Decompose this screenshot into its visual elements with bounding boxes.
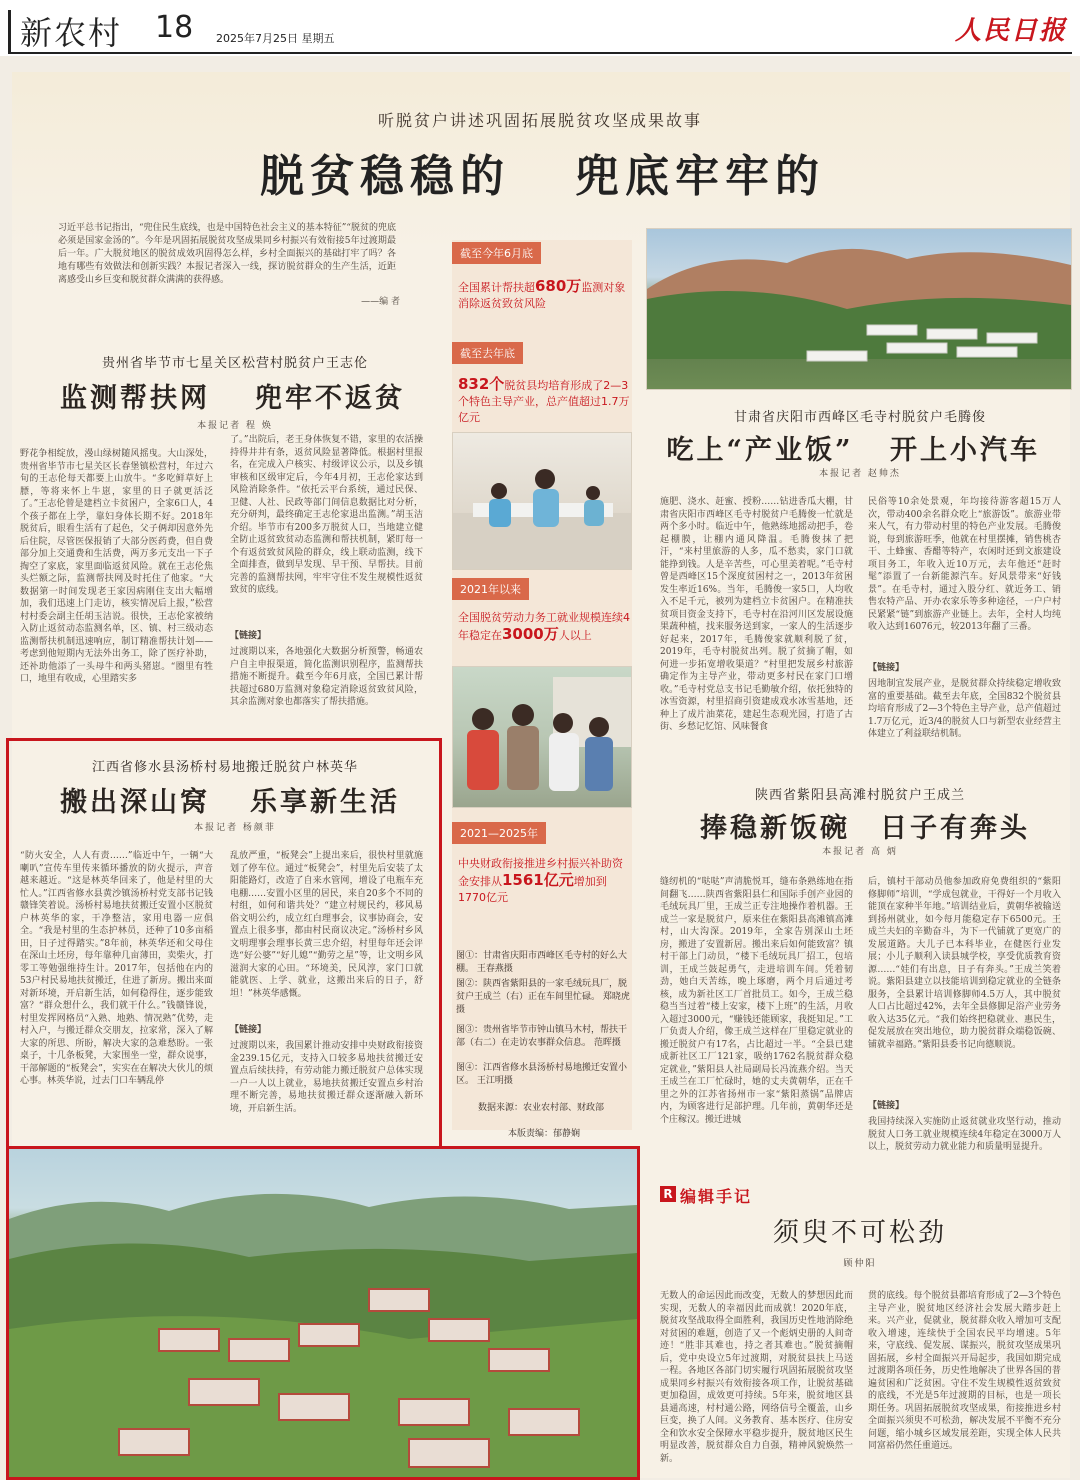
article2-subhead: 甘肃省庆阳市西峰区毛寺村脱贫户毛腾俊 bbox=[733, 410, 986, 425]
article4-link-text: 过渡期以来，我国累计推动安排中央财政衔接资金239.15亿元，支持入口较多易地扶贫搬迁安置点后续扶持，有劳动能力搬迁脱贫户总体实现一户一人以上就业，易地扶贫搬迁安置点乡村治理不断完善，易地扶贫搬迁群众逐渐融入新环境，开启新生活。 bbox=[230, 1041, 423, 1114]
issue-date: 2025年7月25日 星期五 bbox=[216, 32, 335, 45]
newspaper-logo: 人民日报 bbox=[955, 16, 1068, 46]
page-number: 18 bbox=[155, 10, 194, 45]
article4-column-2: 乱放严重，“板凳会”上提出来后，很快村里就施划了停车位。通过“板凳会”，村里先后安装了太阳能路灯，改造了自来水管网，增设了电瓶车充电棚……安置小区里的居民，来自20多个不同的村组，如何和谐共处？“建立村规民约，移风易俗文明公约，成立红白理事会，议事协商会，安置点上很多事，都由村民商议决定。”汤桥村乡风文明理事会理事长黄三忠介绍，村里每年还会评选“好公婆”“好儿媳”“勤劳之星”等，让文明乡风滋润大家的心田。“环境美，民风淳，家门口就能就医、上学、就业，这搬出来后的日子，舒坦！”林英华感慨。 bbox=[230, 851, 423, 999]
photo-village-visit bbox=[452, 666, 632, 808]
article4-column-1: “防火安全，人人有责……”临近中午，一辆“大喇叭”宣传车里传来循环播放的防火提示，声音越来越近。“这是林英华回来了，他是村里的大忙人。”江西省修水县黄沙镇汤桥村党支部书记钱赣锋笑着说。汤桥村易地扶贫搬迁安置小区脱贫户林英华的家，干净整洁，家用电器一应俱全。“我是村里的生态护林员，还种了10多亩稻田，日子过得踏实。”8年前，林英华还和父母住在深山土坯房，每年靠种几亩薄田，卖柴火，打零工等勉强维持生计。2017年，包括他在内的53户村民易地扶贫搬迁，住进了新房。搬出来面对新环境，开启新生活，如何稳得住，逐步能致富？“群众想什么，我们就干什么。”钱赣锋说，村里发挥网格员“入熟、地熟、情况熟”优势，走村入户，与搬迁群众交朋友，拉家常，深入了解大家的所思、所盼，解决大家的急难愁盼。一张桌子，十几条板凳，大家围坐一堂，群众说事，干部解题的“板凳会”，实实在在解决大伙儿的烦心事。林英华说，过去门口车辆乱停 bbox=[20, 851, 213, 1086]
hero-kicker: 听脱贫户讲述巩固拓展脱贫攻坚成果故事 bbox=[377, 111, 702, 130]
article3-headline-b: 日子有奔头 bbox=[880, 813, 1030, 844]
article3-link-label: 【链接】 bbox=[868, 1101, 905, 1111]
timeline-text-1: 全国累计帮扶超680万监测对象消除返贫致贫风险 bbox=[458, 277, 626, 310]
photo-caption-4: 图④：江西省修水县汤桥村易地搬迁安置小区。 王江明摄 bbox=[456, 1063, 628, 1086]
article3-byline: 本报记者 高 炳 bbox=[822, 847, 898, 857]
article1-subhead: 贵州省毕节市七星关区松营村脱贫户王志伦 bbox=[101, 356, 368, 371]
editorial-byline: 顾仲阳 bbox=[843, 1259, 877, 1269]
masthead-rule bbox=[8, 52, 1072, 54]
timeline-label-2: 截至去年底 bbox=[452, 342, 523, 364]
people-visit-icon bbox=[453, 667, 631, 807]
page-editor: 本版责编：郁静娴 bbox=[508, 1129, 581, 1139]
editorial-badge: R bbox=[660, 1186, 676, 1202]
greenhouse-valley-icon bbox=[647, 229, 1071, 389]
timeline-text-4: 中央财政衔接推进乡村振兴补助资金安排从1561亿元增加到1770亿元 bbox=[458, 857, 623, 904]
article1-column-1: 野花争相绽放，漫山绿树随风摇曳。大山深处，贵州省毕节市七星关区长春堡镇松营村，年过六旬的王志伦每天都要上山放牛。“多吃鲜草好上膘，等将来怀上牛崽，家里的日子就更活泛了。”王志伦曾是建档立卡贫困户，全家6口人，4个孩子都在上学，靠妇身体长期不好。2018年脱贫后，眼看生活有了起色，父子俩却因意外先后住院，尽管医保报销了大部分医药费，但自费部分加上交通费和生活费，两万多元支出一下子掏空了家底，家里面临返贫风险。就在王志伦焦头烂额之际，监测帮扶网及时托住了他家。“大数据第一时间发现老王家因病刚住支出大幅增加，我们迅速上门走访，核实情况后上报，”松营村村委会副主任胡玉洁说。很快，王志伦家被纳入防止返贫动态监测名单，区、镇、村三级动态监测帮扶机制迅速响应，制订精准帮扶计划——考虑到他短期内无法外出务工，除了医疗补助，还补助他添了一头母牛和两头猪崽。“圈里有牲口，地里有收成，心里踏实多 bbox=[20, 449, 213, 684]
article1-column-2: 了。”出院后，老王身体恢复不错，家里的农活操持得井井有条，返贫风险显著降低。根据村里报名，在完成入户核实、村级评议公示，以及乡镇审核和区级审定后，今年4月初，王志伦家达到风险消除条件。“依托云平台系统，通过民保、卫健、人社、民政等部门间信息数据比对分析，充分研判，最终确定王志伦家退出监测。”胡玉洁介绍。毕节市有200多万脱贫人口，当地建立健全防止返贫致贫动态监测和帮扶机制，紧盯每一个有返贫致贫风险的群众，线上联动监测，线下全面排查，做到早发现、早干预、早帮扶。目前完善的监测帮扶网，牢牢守住不发生规模性返贫致贫的底线。 bbox=[230, 435, 423, 595]
article2-headline-b: 开上小汽车 bbox=[890, 435, 1040, 466]
data-source: 数据来源：农业农村部、财政部 bbox=[478, 1103, 605, 1113]
article4-byline: 本报记者 杨颜菲 bbox=[194, 823, 276, 833]
article3-link-text: 我国持续深入实施防止返贫就业攻坚行动，推动脱贫人口务工就业规模连续4年稳定在3000万人以上，脱贫劳动力就业能力和质量明显提升。 bbox=[868, 1117, 1061, 1152]
article1-byline: 本报记者 程 焕 bbox=[197, 421, 273, 431]
article3-headline-a: 捧稳新饭碗 bbox=[700, 813, 850, 844]
photo-caption-1: 图①：甘肃省庆阳市西峰区毛寺村的好么大棚。 王春燕摄 bbox=[456, 951, 628, 974]
hero-title-left: 脱贫稳稳的 bbox=[260, 151, 510, 202]
intro-signature: ——编 者 bbox=[361, 297, 400, 307]
article2-link-text: 因地制宜发展产业，是脱贫群众持续稳定增收致富的重要基础。截至去年底，全国832个脱贫县均培育形成了2—3个特色主导产业，总产值超过1.7万亿元，近3/4的脱贫人口与新型农业经营主体建立了利益联结机制。 bbox=[868, 679, 1061, 738]
masthead-bar bbox=[8, 10, 11, 52]
article2-column-2: 民俗等10余处景观，年均接待游客超15万人次，带动400余名群众吃上“旅游饭”。旅游业带来人气，有力带动村里的特色产业发展。毛腾俊说，每到旅游旺季，他就在村里摆摊，销售桃杏干、土蜂蜜、香醋等特产，农闲时还到文旅建设项目务工，年收入近10万元，去年他还“赶时髦”添置了一台新能源汽车。好风景带来“好钱景”。在毛寺村，通过入股分红、就近务工、销售农特产品、开办农家乐等多种途径，一户户村民紧紧“链”到旅游产业链上。去年，全村人均纯收入达到16076元，较2013年翻了三番。 bbox=[868, 497, 1061, 632]
article2-byline: 本报记者 赵帅杰 bbox=[819, 469, 901, 479]
photo-caption-2: 图②：陕西省紫阳县的一家毛绒玩具厂，脱贫户王成兰（右）正在车间里忙碌。 郑晓虎摄 bbox=[456, 979, 630, 1015]
hero-title-right: 兜底牢牢的 bbox=[575, 151, 825, 202]
editorial-section: 编辑手记 bbox=[680, 1187, 753, 1206]
article2-link-label: 【链接】 bbox=[868, 663, 905, 673]
article2-column-1: 施肥、浇水、赶蜜、授粉……钻进香瓜大棚，甘肃省庆阳市西峰区毛寺村脱贫户毛腾俊一忙就是两个多小时。临近中午，他熟练地摇动把手，卷起棚膜，让棚内通风降温。毛腾俊抹了把汗，“来村里旅游的人多，瓜不愁卖，家门口就能挣到钱。人是辛苦些，可心里美着呢。”毛寺村曾是西峰区15个深度贫困村之一，2013年贫困发生率近16%。当年，毛腾俊一家5口，人均收入不足千元，被列为建档立卡贫困户。在精准扶贫项目资金支持下，毛寺村在沿河川区发展设施果蔬种植，找来服务送到家，一家人的生活逐步好起来，2017年，毛腾俊家就顺利脱了贫，2019年，毛寺村脱贫出列。脱了贫摘了帽，如何进一步拓宽增收渠道？“村里把发展乡村旅游确定作为主导产业，带动更多村民在家门口增收。”毛寺村党总支书记毛勤敏介绍，依托独特的冰雪资源，村里招商引资建成戏水冰雪基地，还种上了成片油菜花，建起生态观光园，打造了古街、乡愁记忆馆、风味餐食 bbox=[660, 497, 853, 732]
article4-headline-a: 搬出深山窝 bbox=[60, 787, 210, 818]
article1-link-label: 【链接】 bbox=[230, 631, 267, 641]
article3-column-2: 后，镇村干部动员他参加政府免费组织的“紫阳修脚师”培训，“学成包就业，干得好一个月收入能顶在家种半年地。”培训结业后，黄朝华被输送到扬州就业，如今每月能稳定存下6500元。王成兰夫妇的辛勤奋斗，为下一代铺就了更宽广的发展道路。大儿子已本科毕业，在健医行业发展；小儿子顺利入读县城学校，享受优质教育资源……“娃们有出息，日子有奔头。”王成兰笑着说。紫阳县建立以技能培训到稳定就业的全链条服务，全县累计培训修脚师4.5万人，其中脱贫人口占比超过42%，去年全县修脚足浴产业劳务收入达35亿元。“我们始终把稳就业、惠民生，促发展放在突出地位，助力脱贫群众端稳饭碗、铺就幸福路。”紫阳县委书记向德顺说。 bbox=[868, 877, 1061, 1050]
article3-subhead: 陕西省紫阳县高滩村脱贫户王成兰 bbox=[754, 788, 965, 803]
masthead bbox=[0, 0, 1080, 56]
article4-link-label: 【链接】 bbox=[230, 1025, 267, 1035]
timeline-text-3: 全国脱贫劳动力务工就业规模连续4年稳定在3000万人以上 bbox=[458, 611, 630, 643]
article4-subhead: 江西省修水县汤桥村易地搬迁脱贫户林英华 bbox=[91, 760, 358, 775]
article1-link-text: 过渡期以来，各地强化大数据分析预警，畅通农户自主申报渠道，简化监测识别程序，监测帮扶措施不断提升。截至今年6月底，全国已累计帮扶超过680万监测对象稳定消除返贫致贫风险，其余监测对象也都落实了帮扶措施。 bbox=[230, 647, 423, 707]
editorial-column-1: 无数人的命运因此而改变，无数人的梦想因此而实现，无数人的幸福因此而成就！2020年底，脱贫攻坚战取得全面胜利，我国历史性地消除绝对贫困的难题，创造了又一个彪炳史册的人间奇迹！“胜非其难也，持之者其难也。”脱贫摘帽后，党中央设立5年过渡期，对脱贫县扶上马送一程。各地区各部门切实履行巩固拓展脱贫攻坚成果同乡村振兴有效衔接各项工作，让脱贫基础更加稳固，成效更可持续。5年来，脱贫地区县县通高速，村村通公路，网络信号全覆盖，山乡巨变，换了人间。义务教育、基本医疗、住房安全和饮水安全保障水平稳步提升，脱贫地区民生明显改善，脱贫群众自力自强，精神风貌焕然一新。 bbox=[660, 1291, 853, 1464]
timeline-text-2: 832个脱贫县均培育形成了2—3个特色主导产业，总产值超过1.7万亿元 bbox=[458, 375, 630, 424]
article1-headline-a: 监测帮扶网 bbox=[60, 383, 210, 414]
article3-column-1: 缝纫机的“哒哒”声清脆悦耳，缝布条熟练地在指间翻飞……陕西省紫阳县仁和国际手创产业园的毛绒玩具厂里，王成兰正专注地操作着机器。王成兰一家是脱贫户，原来住在紫阳县高滩镇高滩村，山大沟深。2019年，全家告别深山土坯房，搬进了安置新居。搬出来后如何能致富？镇村干部上门动员，“楼下毛绒玩具厂招工，包培训，王成兰鼓起勇气，走进培训车间。凭着韧劲，她白天苦练，晚上琢磨，两个月后通过考核，成为新社区工厂首批员工。如今，王成兰稳稳当当过着“楼上安家，楼下上班”的生活，月收入超过3000元，“赚钱还能顾家，我挺知足。”工厂负责人介绍，像王成兰这样在厂里稳定就业的搬迁脱贫户有17名，占比超过一半。“全县已建成新社区工厂121家，吸纳1762名脱贫群众稳定就业，”紫阳县人社局副局长冯流燕介绍。当天王成兰在工厂忙碌时，她的丈夫黄朝华，正在千里之外的江苏省扬州市一家“紫阳蒸锅”品牌店内，为顾客进行足部护理。几年前，黄朝华还是个庄稼汉。搬迁进城 bbox=[660, 877, 853, 1125]
village-scene-icon bbox=[9, 1149, 637, 1477]
timeline-label-3: 2021年以来 bbox=[452, 578, 529, 600]
section-name: 新农村 bbox=[20, 14, 123, 52]
photo-relocation-village bbox=[6, 1146, 640, 1480]
photo-caption-3: 图③：贵州省毕节市钟山镇马木村，帮扶干部（右二）在走访农事群众信息。 范晖摄 bbox=[456, 1025, 628, 1048]
editorial-column-2: 贯的底线。每个脱贫县都培育形成了2—3个特色主导产业，脱贫地区经济社会发展大踏步赶上来。兴产业，促就业，脱贫群众收入增加可支配收入增速，连续快于全国农民平均增速。5年来，守底线、促发展、谋振兴，脱贫攻坚成果巩固拓展，乡村全面振兴开局起步，我国如期完成过渡期各项任务，历史性地解决了世界各国的普遍贫困和广泛贫困。守住不发生规模性返贫致贫的底线，不光是5年过渡期的目标，也是一项长期任务。巩固拓展脱贫攻坚成果，衔接推进乡村全面振兴须臾不可松劲，解决发展不平衡不充分问题，缩小城乡区域发展差距，实现全体人民共同富裕仍然任重道远。 bbox=[868, 1291, 1061, 1451]
article4-headline-b: 乐享新生活 bbox=[250, 787, 400, 818]
editorial-headline: 须臾不可松劲 bbox=[772, 1218, 947, 1248]
article1-headline-b: 兜牢不返贫 bbox=[255, 383, 405, 414]
intro-text: 习近平总书记指出，“兜住民生底线，也是中国特色社会主义的基本特征”“脱贫的兜底必须是国家金汤的”。今年是巩固拓展脱贫攻坚成果同乡村振兴有效衔接5年过渡期最后一年。广大脱贫地区的脱贫成效巩固得怎么样，乡村全面振兴的基础打牢了吗？各地有哪些有效做法和创新实践？本报记者深入一线，探访脱贫群众的生产生活，近距离感受山乡巨变和脱贫群众满满的获得感。 bbox=[58, 223, 396, 285]
timeline-label-1: 截至今年6月底 bbox=[452, 242, 541, 264]
timeline-label-4: 2021—2025年 bbox=[452, 822, 546, 844]
factory-workers-icon bbox=[453, 433, 631, 569]
photo-toy-factory bbox=[452, 432, 632, 570]
photo-greenhouses bbox=[646, 228, 1072, 390]
article2-headline-a: 吃上“产业饭” bbox=[666, 435, 854, 466]
